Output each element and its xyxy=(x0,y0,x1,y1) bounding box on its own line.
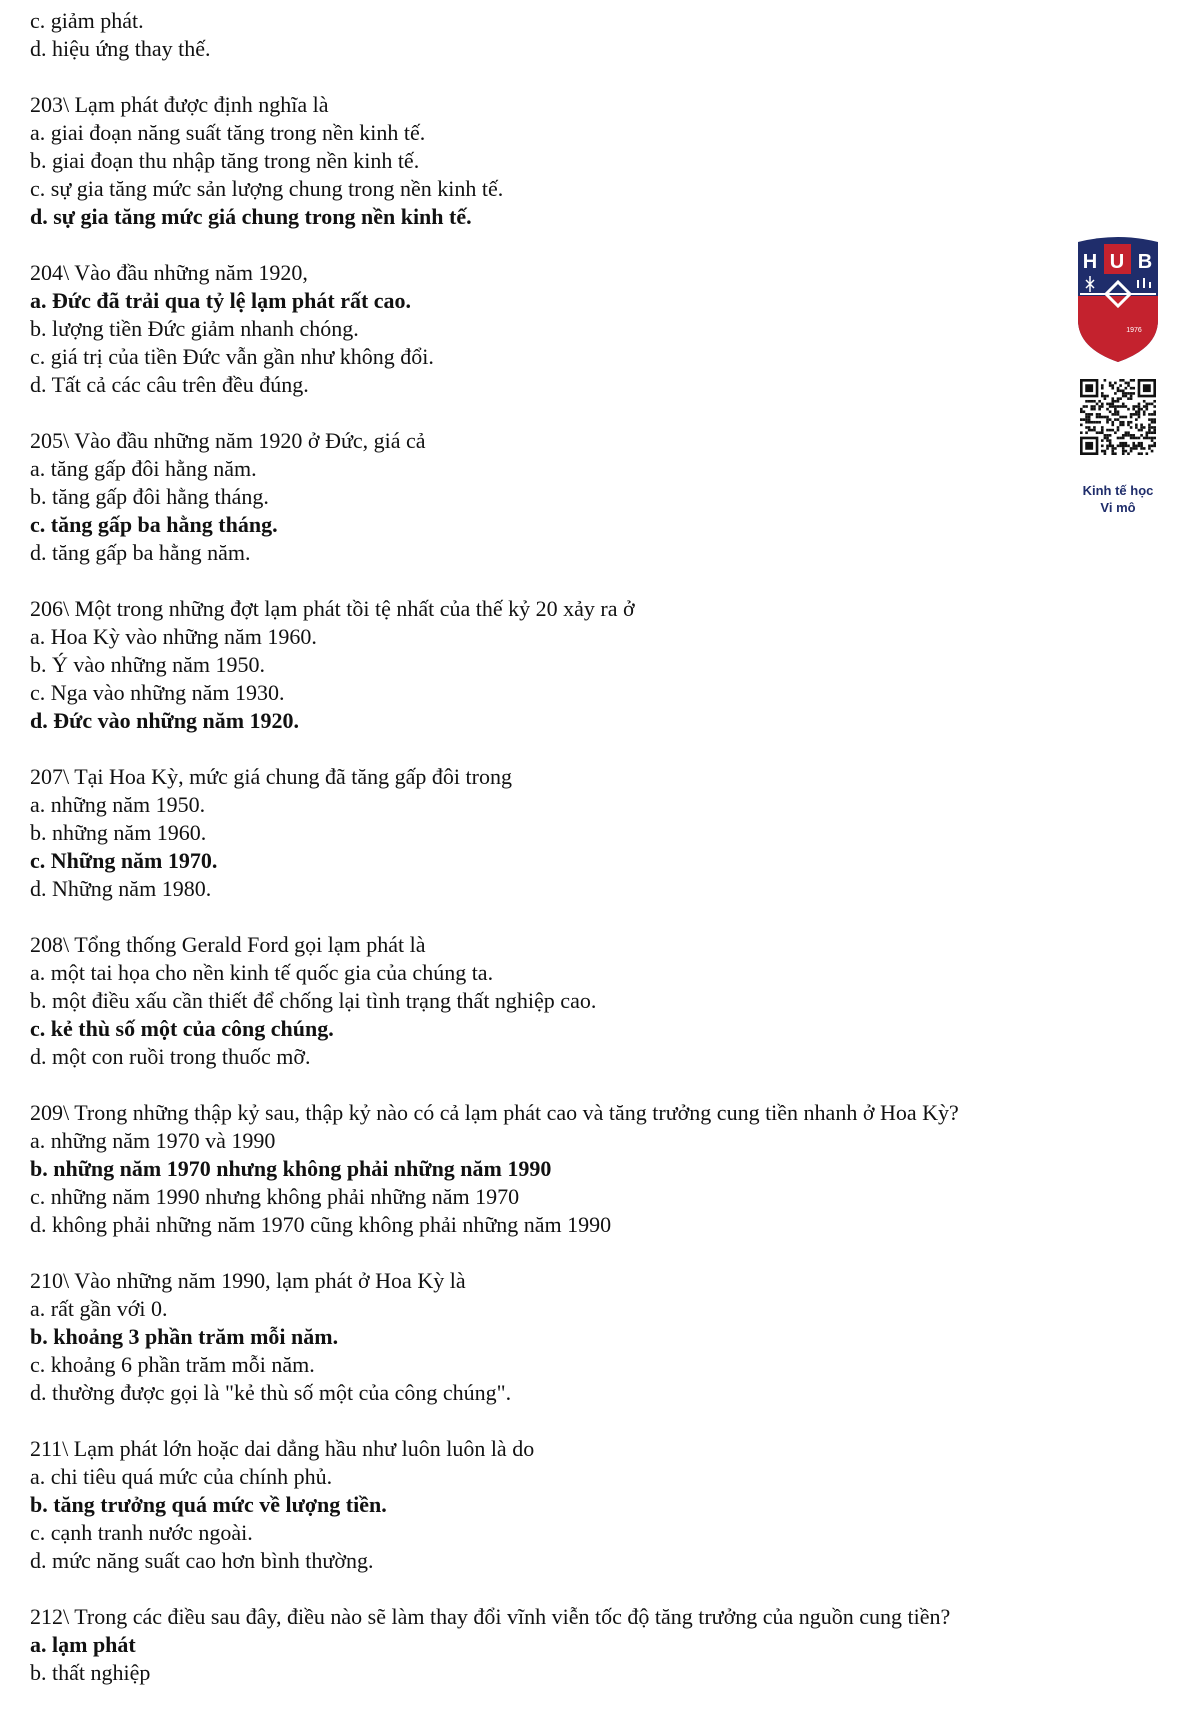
answer-option: a. một tai họa cho nền kinh tế quốc gia của chúng ta. xyxy=(30,960,494,985)
answer-option: a. tăng gấp đôi hằng năm. xyxy=(30,456,257,481)
answer-option: d. hiệu ứng thay thế. xyxy=(30,36,211,61)
answer-option: b. giai đoạn thu nhập tăng trong nền kinh tế. xyxy=(30,148,420,173)
answer-option: d. thường được gọi là "kẻ thù số một của công chúng". xyxy=(30,1380,512,1405)
question-block xyxy=(30,931,1070,1071)
answer-option: a. chi tiêu quá mức của chính phủ. xyxy=(30,1464,333,1489)
subject-caption xyxy=(1068,482,1168,516)
question-block xyxy=(30,1267,1070,1407)
question-stem: 203\ Lạm phát được định nghĩa là xyxy=(30,92,329,117)
answer-option: d. không phải những năm 1970 cũng không phải những năm 1990 xyxy=(30,1212,612,1237)
question-block xyxy=(30,763,1070,903)
answer-option: a. rất gần với 0. xyxy=(30,1296,168,1321)
answer-option: a. Hoa Kỳ vào những năm 1960. xyxy=(30,624,317,649)
previous-question-tail xyxy=(30,7,1070,63)
question-stem: 211\ Lạm phát lớn hoặc dai dẳng hầu như luôn luôn là do xyxy=(30,1436,535,1461)
answer-option-correct: c. Những năm 1970. xyxy=(30,848,218,873)
question-block xyxy=(30,427,1070,567)
answer-option: c. những năm 1990 nhưng không phải những năm 1970 xyxy=(30,1184,520,1209)
answer-option: c. giá trị của tiền Đức vẫn gần như không đổi. xyxy=(30,344,434,369)
answer-option-correct: b. những năm 1970 nhưng không phải những năm 1990 xyxy=(30,1156,552,1181)
question-stem: 212\ Trong các điều sau đây, điều nào sẽ làm thay đổi vĩnh viễn tốc độ tăng trưởng của nguồn cung tiền? xyxy=(30,1604,951,1629)
question-block xyxy=(30,1099,1070,1239)
question-stem: 209\ Trong những thập kỷ sau, thập kỷ nào có cả lạm phát cao và tăng trưởng cung tiền nhanh ở Hoa Kỳ? xyxy=(30,1100,959,1125)
answer-option: d. tăng gấp ba hằng năm. xyxy=(30,540,251,565)
answer-option: c. sự gia tăng mức sản lượng chung trong nền kinh tế. xyxy=(30,176,504,201)
answer-option: c. Nga vào những năm 1930. xyxy=(30,680,285,705)
answer-option: b. một điều xấu cần thiết để chống lại tình trạng thất nghiệp cao. xyxy=(30,988,597,1013)
answer-option: b. thất nghiệp xyxy=(30,1660,151,1685)
answer-option: c. cạnh tranh nước ngoài. xyxy=(30,1520,253,1545)
caption-line-2: Vi mô xyxy=(1100,500,1136,515)
answer-option: d. Tất cả các câu trên đều đúng. xyxy=(30,372,309,397)
answer-option-correct: a. lạm phát xyxy=(30,1632,136,1657)
answer-option: c. khoảng 6 phần trăm mỗi năm. xyxy=(30,1352,315,1377)
answer-option-correct: c. tăng gấp ba hằng tháng. xyxy=(30,512,278,537)
caption-line-1: Kinh tế học xyxy=(1082,483,1154,498)
answer-option-correct: b. khoảng 3 phần trăm mỗi năm. xyxy=(30,1324,339,1349)
question-stem: 204\ Vào đầu những năm 1920, xyxy=(30,260,308,285)
answer-option-correct: b. tăng trưởng quá mức về lượng tiền. xyxy=(30,1492,387,1517)
answer-option: d. mức năng suất cao hơn bình thường. xyxy=(30,1548,374,1573)
question-block xyxy=(30,1603,1070,1687)
answer-option: b. tăng gấp đôi hằng tháng. xyxy=(30,484,269,509)
question-list xyxy=(30,91,1070,1687)
logo-letter-u: U xyxy=(1109,251,1125,273)
answer-option: b. những năm 1960. xyxy=(30,820,207,845)
document-page xyxy=(30,7,1070,1715)
question-stem: 205\ Vào đầu những năm 1920 ở Đức, giá cả xyxy=(30,428,426,453)
answer-option-correct: d. Đức vào những năm 1920. xyxy=(30,708,300,733)
question-block xyxy=(30,91,1070,231)
answer-option: d. Những năm 1980. xyxy=(30,876,212,901)
logo-letter-h: H xyxy=(1082,251,1098,273)
answer-option: b. Ý vào những năm 1950. xyxy=(30,652,265,677)
question-stem: 206\ Một trong những đợt lạm phát tồi tệ nhất của thế kỷ 20 xảy ra ở xyxy=(30,596,635,621)
answer-option-correct: a. Đức đã trải qua tỷ lệ lạm phát rất cao. xyxy=(30,288,412,313)
logo-year: 1976 xyxy=(1126,327,1142,334)
answer-option-correct: d. sự gia tăng mức giá chung trong nền kinh tế. xyxy=(30,204,472,229)
question-block xyxy=(30,259,1070,399)
question-block xyxy=(30,1435,1070,1575)
answer-option: a. những năm 1970 và 1990 xyxy=(30,1128,276,1153)
question-stem: 208\ Tổng thống Gerald Ford gọi lạm phát là xyxy=(30,932,426,957)
answer-option: d. một con ruồi trong thuốc mỡ. xyxy=(30,1044,311,1069)
question-block xyxy=(30,595,1070,735)
question-stem: 210\ Vào những năm 1990, lạm phát ở Hoa Kỳ là xyxy=(30,1268,466,1293)
answer-option-correct: c. kẻ thù số một của công chúng. xyxy=(30,1016,334,1041)
answer-option: a. những năm 1950. xyxy=(30,792,206,817)
question-stem: 207\ Tại Hoa Kỳ, mức giá chung đã tăng gấp đôi trong xyxy=(30,764,512,789)
answer-option: c. giảm phát. xyxy=(30,8,144,33)
answer-option: b. lượng tiền Đức giảm nhanh chóng. xyxy=(30,316,359,341)
logo-letter-b: B xyxy=(1137,251,1153,273)
hub-logo-icon xyxy=(1076,236,1160,364)
qr-code-icon xyxy=(1080,379,1156,455)
answer-option: a. giai đoạn năng suất tăng trong nền kinh tế. xyxy=(30,120,426,145)
